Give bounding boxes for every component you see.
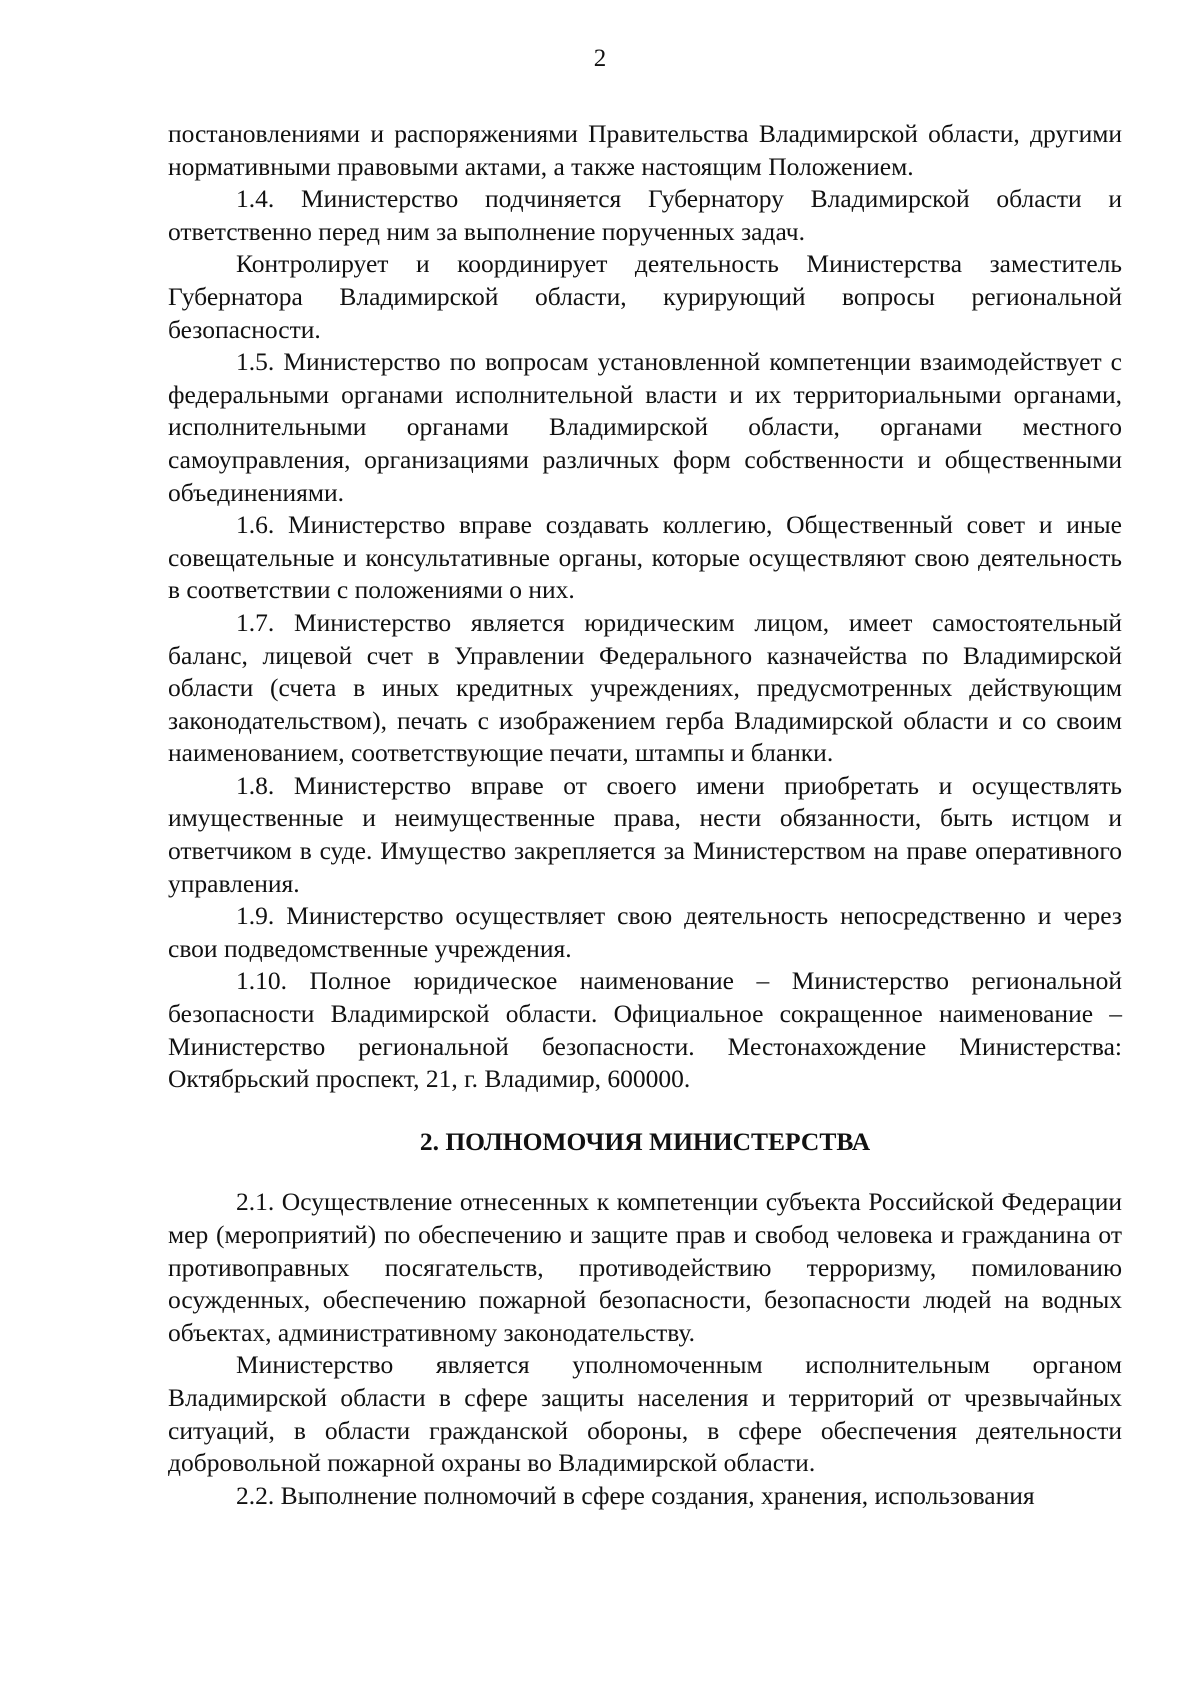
- paragraph-1-9: 1.9. Министерство осуществляет свою деятельность непосредственно и через свои подведомственные учреждения.: [168, 901, 1122, 963]
- section-heading: 2. ПОЛНОМОЧИЯ МИНИСТЕРСТВА: [419, 1126, 871, 1156]
- page-number: 2: [593, 45, 607, 72]
- paragraph-authorized-body: Министерство является уполномоченным исполнительным органом Владимирской области в сфере защиты населения и территорий от чрезвычайных ситуаций, в области гражданской обороны, в сфере обеспечения деятельности добровольной пожарной охраны во Владимирской области.: [168, 1350, 1122, 1478]
- paragraph-1-7: 1.7. Министерство является юридическим лицом, имеет самостоятельный баланс, лицевой счет в Управлении Федерального казначейства по Владимирской области (счета в иных кредитных учреждениях, предусмотренных действующим законодательством), печать с изображением герба Владимирской области и со своим наименованием, соответствующие печати, штампы и бланки.: [168, 607, 1122, 768]
- paragraph-1-10: 1.10. Полное юридическое наименование – Министерство региональной безопасности Владимирской области. Официальное сокращенное наименование – Министерство региональной безопасности. Местонахождение Министерства: Октябрьский проспект, 21, г. Владимир, 600000.: [168, 966, 1122, 1094]
- paragraph-1-8: 1.8. Министерство вправе от своего имени приобретать и осуществлять имущественные и неимущественные права, нести обязанности, быть истцом и ответчиком в суде. Имущество закрепляется за Министерством на праве оперативного управления.: [168, 770, 1122, 898]
- paragraph-2-2: 2.2. Выполнение полномочий в сфере создания, хранения, использования: [236, 1480, 1035, 1510]
- document-body: [168, 118, 1122, 1512]
- paragraph-2-1: 2.1. Осуществление отнесенных к компетенции субъекта Российской Федерации мер (мероприятий) по обеспечению и защите прав и свобод человека и гражданина от противоправных посягательств, противодействию терроризму, помилованию осужденных, обеспечению пожарной безопасности, безопасности людей на водных объектах, административному законодательству.: [168, 1187, 1122, 1347]
- paragraph-1-6: 1.6. Министерство вправе создавать коллегию, Общественный совет и иные совещательные и консультативные органы, которые осуществляют свою деятельность в соответствии с положениями о них.: [168, 510, 1122, 605]
- paragraph-1-5: 1.5. Министерство по вопросам установленной компетенции взаимодействует с федеральными органами исполнительной власти и их территориальными органами, исполнительными органами Владимирской области, органами местного самоуправления, организациями различных форм собственности и общественными объединениями.: [168, 347, 1122, 507]
- paragraph-control: Контролирует и координирует деятельность Министерства заместитель Губернатора Владимирской области, курирующий вопросы региональной безопасности.: [168, 249, 1122, 344]
- paragraph-1-4: 1.4. Министерство подчиняется Губернатору Владимирской области и ответственно перед ним за выполнение порученных задач.: [168, 184, 1122, 246]
- paragraph-continuation: постановлениями и распоряжениями Правительства Владимирской области, другими нормативными правовыми актами, а также настоящим Положением.: [168, 119, 1122, 181]
